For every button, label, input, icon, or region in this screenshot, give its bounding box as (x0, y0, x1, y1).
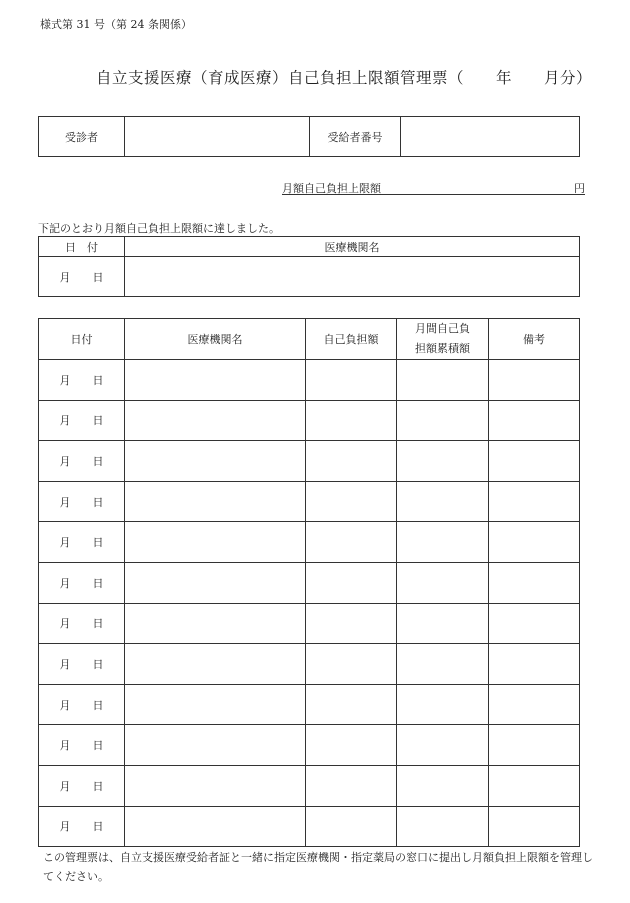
table-row (39, 806, 580, 847)
record-institution-cell[interactable] (125, 725, 306, 766)
record-remarks-cell[interactable] (489, 400, 580, 441)
record-copay-cell[interactable] (306, 603, 397, 644)
record-copay-cell[interactable] (306, 441, 397, 482)
record-date-cell[interactable]: 月 日 (39, 684, 125, 725)
table-row (39, 481, 580, 522)
header-copay: 自己負担額 (306, 319, 397, 360)
record-copay-cell[interactable] (306, 481, 397, 522)
record-cumulative-cell[interactable] (397, 481, 489, 522)
record-remarks-cell[interactable] (489, 806, 580, 847)
record-remarks-cell[interactable] (489, 481, 580, 522)
record-remarks-cell[interactable] (489, 644, 580, 685)
table-row (39, 603, 580, 644)
header-remarks: 備考 (489, 319, 580, 360)
page-title: 自立支援医療（育成医療）自己負担上限額管理票（ 年 月分） (96, 69, 593, 87)
record-institution-cell[interactable] (125, 481, 306, 522)
patient-name-field[interactable] (125, 117, 310, 157)
patient-label: 受診者 (39, 117, 125, 157)
record-date-cell[interactable]: 月 日 (39, 765, 125, 806)
limit-reached-notice: 下記のとおり月額自己負担上限額に達しました。 (38, 222, 280, 235)
record-cumulative-cell[interactable] (397, 725, 489, 766)
table-row (39, 725, 580, 766)
header-date: 日付 (39, 319, 125, 360)
table-row (39, 644, 580, 685)
record-cumulative-cell[interactable] (397, 603, 489, 644)
record-institution-cell[interactable] (125, 765, 306, 806)
record-remarks-cell[interactable] (489, 603, 580, 644)
record-copay-cell[interactable] (306, 684, 397, 725)
table-row (39, 400, 580, 441)
table-row (39, 441, 580, 482)
record-remarks-cell[interactable] (489, 725, 580, 766)
record-date-cell[interactable]: 月 日 (39, 603, 125, 644)
record-remarks-cell[interactable] (489, 765, 580, 806)
record-cumulative-cell[interactable] (397, 806, 489, 847)
record-date-cell[interactable]: 月 日 (39, 360, 125, 401)
record-cumulative-cell[interactable] (397, 441, 489, 482)
record-date-cell[interactable]: 月 日 (39, 725, 125, 766)
record-copay-cell[interactable] (306, 644, 397, 685)
record-copay-cell[interactable] (306, 765, 397, 806)
table-row (39, 765, 580, 806)
record-remarks-cell[interactable] (489, 360, 580, 401)
record-copay-cell[interactable] (306, 360, 397, 401)
header-cumulative (397, 319, 489, 360)
table-row (39, 522, 580, 563)
record-cumulative-cell[interactable] (397, 400, 489, 441)
record-cumulative-cell[interactable] (397, 360, 489, 401)
record-copay-cell[interactable] (306, 725, 397, 766)
record-date-cell[interactable]: 月 日 (39, 522, 125, 563)
record-cumulative-cell[interactable] (397, 765, 489, 806)
table-row (39, 360, 580, 401)
reached-date-field[interactable]: 月 日 (39, 257, 125, 297)
limit-reached-table (38, 236, 580, 297)
record-date-cell[interactable]: 月 日 (39, 562, 125, 603)
table-row (39, 684, 580, 725)
record-remarks-cell[interactable] (489, 562, 580, 603)
table-row (39, 562, 580, 603)
header-cumulative-line2: 担額累積額 (415, 342, 470, 355)
record-cumulative-cell[interactable] (397, 522, 489, 563)
record-institution-cell[interactable] (125, 603, 306, 644)
record-date-cell[interactable]: 月 日 (39, 481, 125, 522)
record-copay-cell[interactable] (306, 806, 397, 847)
reached-institution-header: 医療機関名 (125, 237, 580, 257)
record-institution-cell[interactable] (125, 562, 306, 603)
record-remarks-cell[interactable] (489, 522, 580, 563)
record-remarks-cell[interactable] (489, 684, 580, 725)
record-date-cell[interactable]: 月 日 (39, 400, 125, 441)
record-remarks-cell[interactable] (489, 441, 580, 482)
record-date-cell[interactable]: 月 日 (39, 806, 125, 847)
header-institution: 医療機関名 (125, 319, 306, 360)
recipient-number-label: 受給者番号 (310, 117, 401, 157)
record-institution-cell[interactable] (125, 360, 306, 401)
reached-date-header: 日 付 (39, 237, 125, 257)
record-copay-cell[interactable] (306, 400, 397, 441)
yen-unit: 円 (574, 182, 585, 195)
form-number: 様式第 31 号（第 24 条関係） (40, 18, 192, 31)
reached-institution-field[interactable] (125, 257, 580, 297)
record-institution-cell[interactable] (125, 400, 306, 441)
record-cumulative-cell[interactable] (397, 684, 489, 725)
record-institution-cell[interactable] (125, 684, 306, 725)
records-table (38, 318, 580, 847)
record-copay-cell[interactable] (306, 562, 397, 603)
monthly-limit-line (282, 180, 585, 195)
records-header-row (39, 319, 580, 360)
recipient-number-field[interactable] (401, 117, 580, 157)
record-institution-cell[interactable] (125, 644, 306, 685)
record-cumulative-cell[interactable] (397, 644, 489, 685)
record-cumulative-cell[interactable] (397, 562, 489, 603)
monthly-limit-label: 月額自己負担上限額 (282, 182, 381, 195)
header-cumulative-line1: 月間自己負 (415, 322, 470, 335)
record-institution-cell[interactable] (125, 806, 306, 847)
record-date-cell[interactable]: 月 日 (39, 441, 125, 482)
footer-note: この管理票は、自立支援医療受給者証と一緒に指定医療機関・指定薬局の窓口に提出し月額負担上限額を管理してください。 (43, 851, 593, 883)
record-date-cell[interactable]: 月 日 (39, 644, 125, 685)
patient-table (38, 116, 580, 157)
record-institution-cell[interactable] (125, 522, 306, 563)
record-institution-cell[interactable] (125, 441, 306, 482)
record-copay-cell[interactable] (306, 522, 397, 563)
